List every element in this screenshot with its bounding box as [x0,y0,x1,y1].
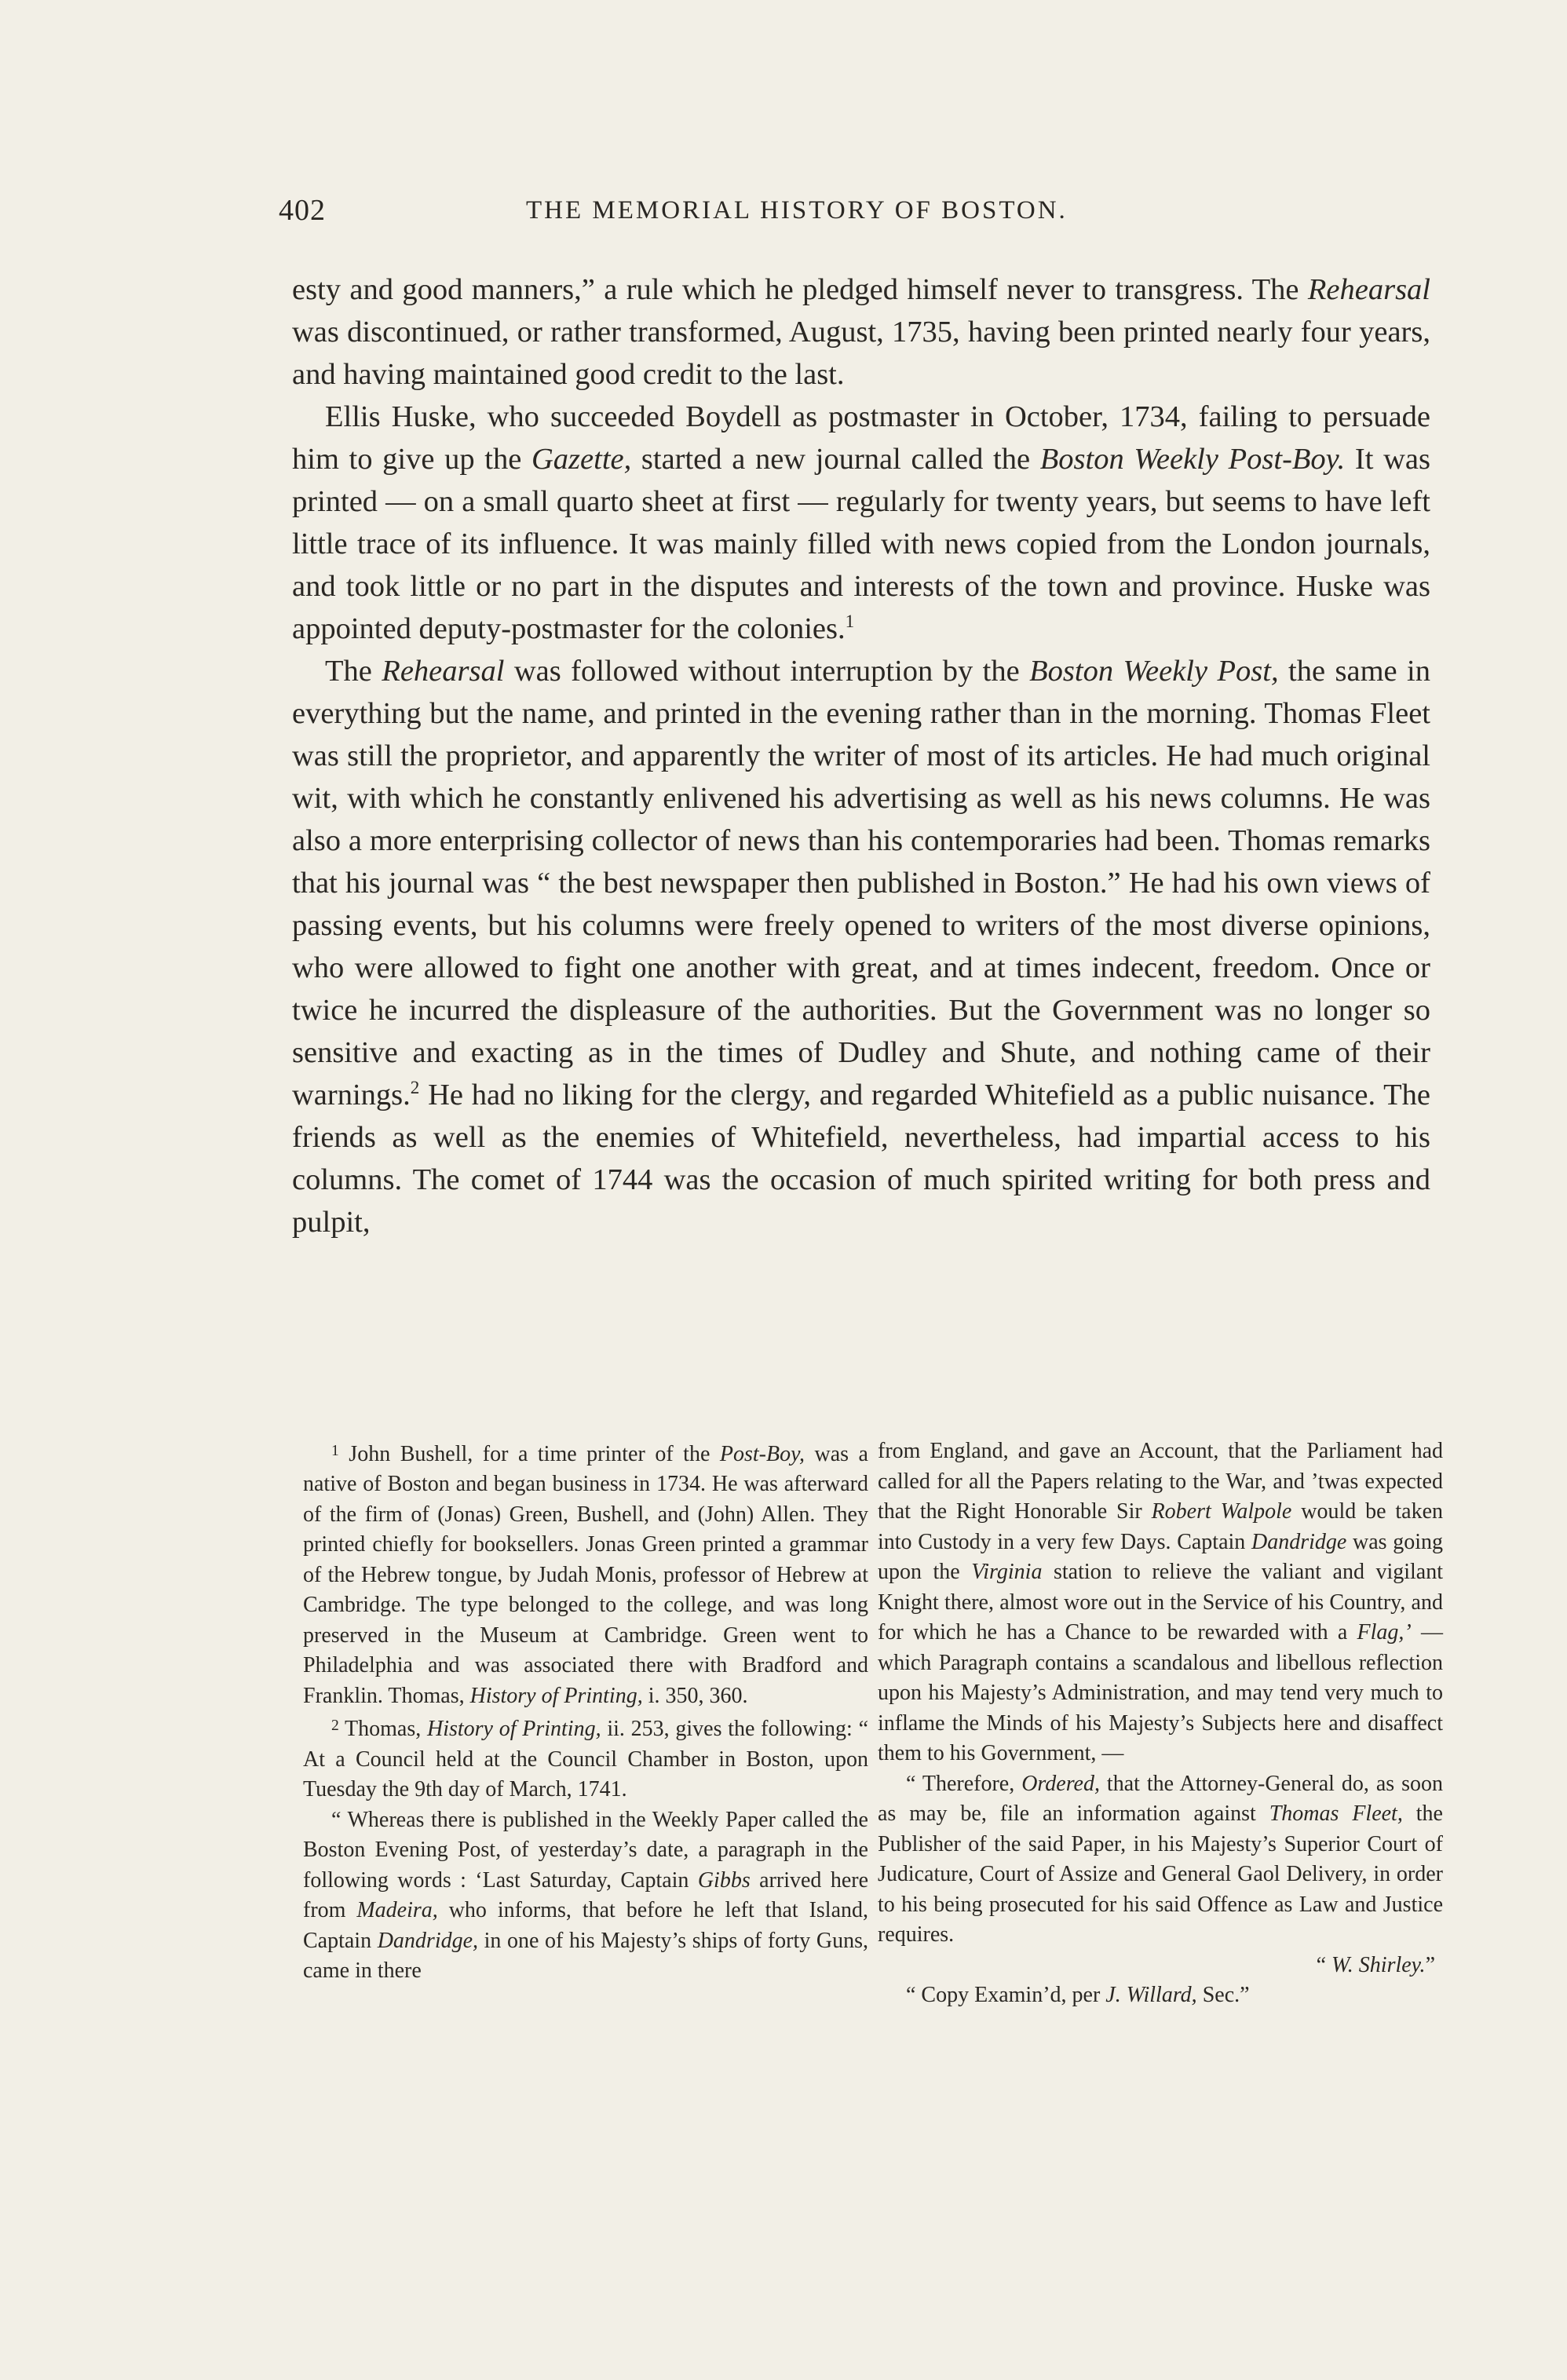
footnote-ref[interactable]: 1 [845,611,855,632]
footnote-quote: “ Whereas there is published in the Weekly Paper called the Boston Evening Post, of yesterday’s date, a paragraph in the following words : ‘Last Saturday, Captain Gibbs arrived here from Madeira, who informs, that before he left that Island, Captain Dandridge, in one of his Majesty’s ships of forty Guns, came in there [303,1807,869,1984]
signature-shirley: “ W. Shirley.” [1316,1952,1435,1977]
footnote: $^2$ Thomas, History of Printing, ii. 253, gives the following: “ At a Council held at the Council Chamber in Boston, upon Tuesday the 9th day of March, 1741. [303,1717,868,1802]
running-title: THE MEMORIAL HISTORY OF BOSTON. [526,196,1068,224]
main-text [292,268,1430,1243]
footnotes-left-column [303,1436,868,1987]
footnote-order: “ Therefore, Ordered, that the Attorney-General do, as soon as may be, file an information against Thomas Fleet, the Publisher of the said Paper, in his Majesty’s Superior Court of Judicature, Court of Assize and General Gaol Delivery, in order to his being prosecuted for his said Offence as Law and Justice requires. [878,1771,1443,1947]
running-header [279,193,1197,240]
paragraph: esty and good manners,” a rule which he pledged himself never to transgress. The Rehearsal was discontinued, or rather transformed, August, 1735, having been printed nearly four years, and having maintained good credit to the last. [292,273,1430,391]
footnotes-right-column [878,1436,1443,2011]
page-number: 402 [279,194,326,227]
paragraph: Ellis Huske, who succeeded Boydell as postmaster in October, 1734, failing to persuade him to give up the Gazette, started a new journal called the Boston Weekly Post-Boy. It was printed — on a small quarto sheet at first — regularly for twenty years, but seems to have left little trace of its influence. It was mainly filled with news copied from the London journals, and took little or no part in the disputes and interests of the town and province. Huske was appointed deputy-postmaster for the colonies.$^1$ [292,400,1430,645]
footnote-ref[interactable]: 2 [410,1077,420,1098]
footnote-quote-continued: from England, and gave an Account, that the Parliament had called for all the Papers relating to the War, and ’twas expected that the Right Honorable Sir Robert Walpole would be taken into Custody in a very few Days. Captain Dandridge was going upon the Virginia station to relieve the valiant and vigilant Knight there, almost wore out in the Service of his Country, and for which he has a Chance to be rewarded with a Flag,’ — which Paragraph contains a scandalous and libellous reflection upon his Majesty’s Administration, and may tend very much to inflame the Minds of his Majesty’s Subjects here and disaffect them to his Government, — [878,1439,1444,1765]
signature-willard: “ Copy Examin’d, per J. Willard, Sec.” [906,1983,1250,2007]
paragraph: The Rehearsal was followed without interruption by the Boston Weekly Post, the same in everything but the name, and printed in the evening rather than in the morning. Thomas Fleet was still the proprietor, and apparently the writer of most of its articles. He had much original wit, with which he constantly enlivened his advertising as well as his news columns. He was also a more enterprising collector of news than his contemporaries had been. Thomas remarks that his journal was “ the best newspaper then published in Boston.” He had his own views of passing events, but his columns were freely opened to writers of the most diverse opinions, who were allowed to fight one another with great, and at times indecent, freedom. Once or twice he incurred the displeasure of the authorities. But the Government was no longer so sensitive and exacting as in the times of Dudley and Shute, and nothing came of their warnings.$^2$ He had no liking for the clergy, and regarded Whitefield as a public nuisance. The friends as well as the enemies of Whitefield, nevertheless, had impartial access to his columns. The comet of 1744 was the occasion of much spirited writing for both press and pulpit, [292,655,1430,1239]
footnote: $^1$ John Bushell, for a time printer of the Post-Boy, was a native of Boston and began business in 1734. He was afterward of the firm of (Jonas) Green, Bushell, and (John) Allen. They printed chiefly for booksellers. Jonas Green printed a grammar of the Hebrew tongue, by Judah Monis, professor of Hebrew at Cambridge. The type belonged to the college, and was long preserved in the Museum at Cambridge. Green went to Philadelphia and was associated there with Bradford and Franklin. Thomas, History of Printing, i. 350, 360. [303,1441,868,1708]
